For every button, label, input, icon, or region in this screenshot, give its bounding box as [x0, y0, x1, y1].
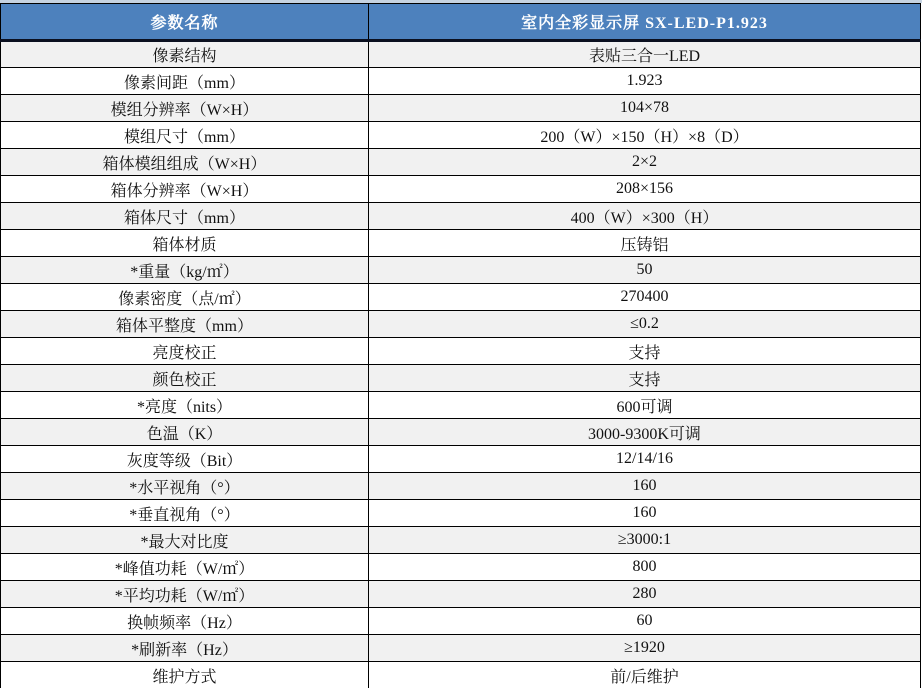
- table-row: [1, 338, 921, 365]
- table-row: [1, 500, 921, 527]
- param-label-cell: 维护方式: [1, 662, 369, 688]
- param-value-cell: 压铸铝: [369, 230, 921, 257]
- param-label-cell: *重量（kg/㎡）: [1, 257, 369, 284]
- param-label-cell: *水平视角（°）: [1, 473, 369, 500]
- param-label-cell: 箱体模组组成（W×H）: [1, 149, 369, 176]
- table-row: [1, 635, 921, 662]
- table-row: [1, 41, 921, 68]
- param-label-cell: 像素结构: [1, 41, 369, 68]
- table-row: [1, 392, 921, 419]
- table-row: [1, 608, 921, 635]
- param-label-cell: 模组分辨率（W×H）: [1, 95, 369, 122]
- table-row: [1, 527, 921, 554]
- table-row: [1, 149, 921, 176]
- param-value-cell: 270400: [369, 284, 921, 311]
- param-label-cell: 灰度等级（Bit）: [1, 446, 369, 473]
- param-value-cell: 104×78: [369, 95, 921, 122]
- param-value-cell: 600可调: [369, 392, 921, 419]
- param-label-cell: *刷新率（Hz）: [1, 635, 369, 662]
- param-label-cell: 像素间距（mm）: [1, 68, 369, 95]
- table-row: [1, 284, 921, 311]
- param-value-cell: 160: [369, 500, 921, 527]
- table-row: [1, 257, 921, 284]
- table-row: [1, 662, 921, 688]
- param-value-cell: 12/14/16: [369, 446, 921, 473]
- table-row: [1, 68, 921, 95]
- param-value-cell: 208×156: [369, 176, 921, 203]
- param-label-cell: *亮度（nits）: [1, 392, 369, 419]
- table-row: [1, 446, 921, 473]
- param-value-cell: ≥3000:1: [369, 527, 921, 554]
- param-value-cell: 2×2: [369, 149, 921, 176]
- param-label-cell: *垂直视角（°）: [1, 500, 369, 527]
- table-row: [1, 311, 921, 338]
- param-label-cell: 箱体尺寸（mm）: [1, 203, 369, 230]
- param-value-cell: 800: [369, 554, 921, 581]
- param-label-cell: 颜色校正: [1, 365, 369, 392]
- param-label-cell: 换帧频率（Hz）: [1, 608, 369, 635]
- spec-table-body: [1, 41, 921, 688]
- param-label-cell: 像素密度（点/㎡）: [1, 284, 369, 311]
- param-value-cell: 支持: [369, 365, 921, 392]
- param-label-cell: 色温（K）: [1, 419, 369, 446]
- param-label-cell: 箱体平整度（mm）: [1, 311, 369, 338]
- param-value-cell: 1.923: [369, 68, 921, 95]
- param-value-cell: 前/后维护: [369, 662, 921, 688]
- header-param-name: 参数名称: [1, 4, 369, 41]
- table-row: [1, 473, 921, 500]
- param-label-cell: 亮度校正: [1, 338, 369, 365]
- param-label-cell: *平均功耗（W/㎡）: [1, 581, 369, 608]
- param-label-cell: 箱体分辨率（W×H）: [1, 176, 369, 203]
- param-label-cell: 模组尺寸（mm）: [1, 122, 369, 149]
- table-row: [1, 122, 921, 149]
- param-value-cell: ≤0.2: [369, 311, 921, 338]
- table-row: [1, 203, 921, 230]
- header-row: [1, 4, 921, 41]
- param-value-cell: 280: [369, 581, 921, 608]
- param-value-cell: ≥1920: [369, 635, 921, 662]
- table-row: [1, 176, 921, 203]
- param-label-cell: 箱体材质: [1, 230, 369, 257]
- spec-table: [0, 3, 921, 688]
- table-row: [1, 554, 921, 581]
- spec-table-header: [1, 4, 921, 41]
- param-value-cell: 200（W）×150（H）×8（D）: [369, 122, 921, 149]
- table-row: [1, 365, 921, 392]
- param-label-cell: *最大对比度: [1, 527, 369, 554]
- param-value-cell: 400（W）×300（H）: [369, 203, 921, 230]
- table-row: [1, 419, 921, 446]
- table-row: [1, 95, 921, 122]
- table-row: [1, 230, 921, 257]
- param-value-cell: 50: [369, 257, 921, 284]
- param-value-cell: 160: [369, 473, 921, 500]
- table-row: [1, 581, 921, 608]
- header-product-name: 室内全彩显示屏 SX-LED-P1.923: [369, 4, 921, 41]
- param-value-cell: 表贴三合一LED: [369, 41, 921, 68]
- param-value-cell: 3000-9300K可调: [369, 419, 921, 446]
- param-value-cell: 支持: [369, 338, 921, 365]
- param-label-cell: *峰值功耗（W/㎡）: [1, 554, 369, 581]
- param-value-cell: 60: [369, 608, 921, 635]
